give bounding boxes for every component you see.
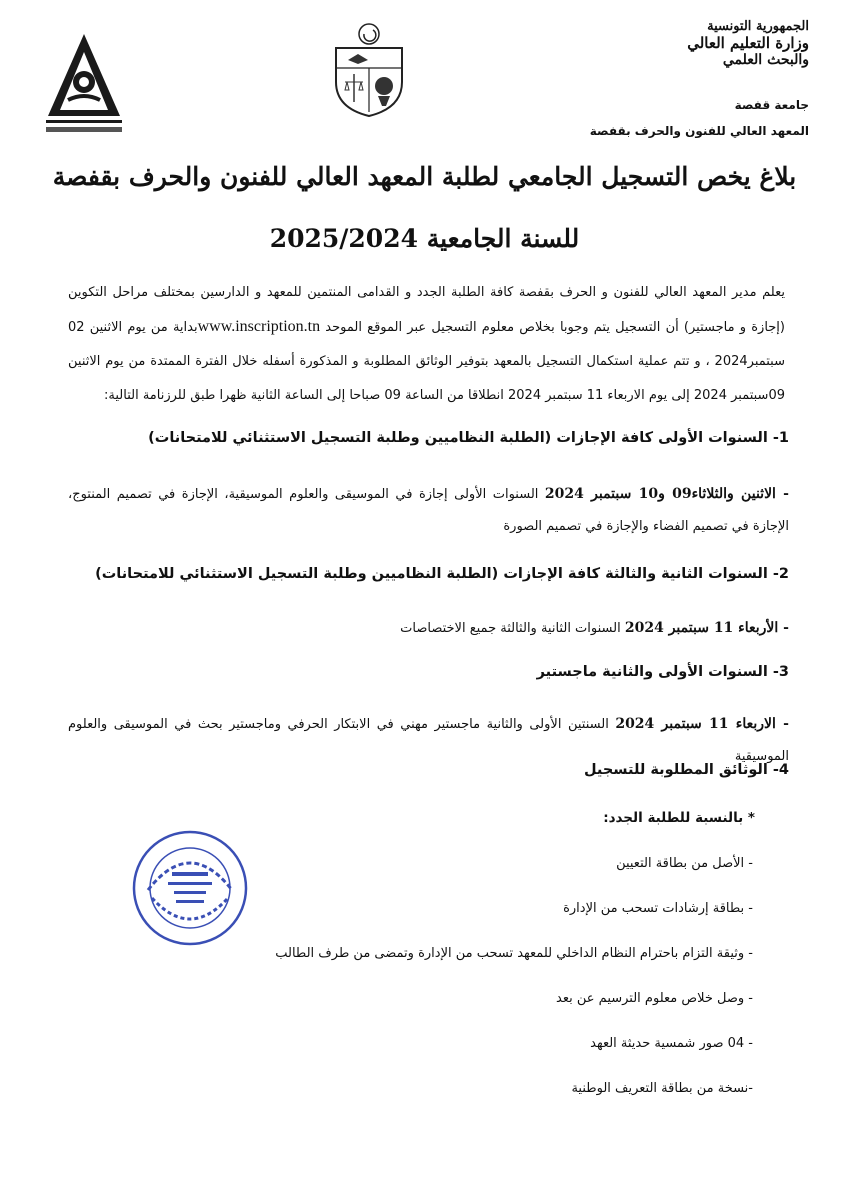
gov-line-republic: الجمهورية التونسية <box>707 19 809 34</box>
website-link[interactable]: www.inscription.tn <box>197 318 321 335</box>
section-1-item <box>68 478 789 543</box>
section-3-date: - الاربعاء 11 سبتمبر 2024 <box>615 716 789 732</box>
official-stamp <box>130 828 250 948</box>
government-header <box>569 20 809 68</box>
institute-name: المعهد العالي للفنون والحرف بقفصة <box>589 124 809 138</box>
section-1-text: السنوات الأولى إجازة في الموسيقى والعلوم الموسيقية، الإجازة في تصميم المنتوج، الإجازة في تصميم الفضاء والإجازة في تصميم الصورة <box>68 487 789 534</box>
gov-line-research: والبحث العلمي <box>722 52 809 69</box>
required-documents-list <box>233 854 753 1124</box>
list-item: -نسخة من بطاقة التعريف الوطنية <box>571 1081 753 1096</box>
section-3-text: السنتين الأولى والثانية ماجستير مهني في الابتكار الحرفي وماجستير بحث في الموسيقى والعلوم الموسيقية <box>68 717 789 764</box>
list-item: - وصل خلاص معلوم الترسيم عن بعد <box>556 991 753 1006</box>
section-4-title: 4- الوثائق المطلوبة للتسجيل <box>583 762 789 778</box>
intro-paragraph <box>68 276 785 413</box>
intro-part-1: يعلم مدير المعهد العالي للفنون و الحرف بقفصة كافة الطلبة الجدد و القدامى المنتمين للمعهد و الدارسين بمختلف مراحل التكوين (إجازة و ماجستير) أن التسجيل يتم وجوبا بخلاص معلوم التسجيل عبر الموقع الموحد <box>68 285 785 335</box>
new-students-heading: * بالنسبة للطلبة الجدد: <box>603 810 755 826</box>
document-title: بلاغ يخص التسجيل الجامعي لطلبة المعهد العالي للفنون والحرف بقفصة <box>52 162 797 191</box>
section-2-text: السنوات الثانية والثالثة جميع الاختصاصات <box>400 621 625 636</box>
list-item: - وثيقة التزام باحترام النظام الداخلي للمعهد تسحب من الإدارة وتمضى من طرف الطالب <box>275 946 753 961</box>
gov-line-ministry: وزارة التعليم العالي <box>687 33 809 52</box>
academic-year-title: للسنة الجامعية 2025/2024 <box>269 224 580 253</box>
institute-logo <box>38 30 130 138</box>
section-2-item <box>68 612 789 645</box>
section-2-title: 2- السنوات الثانية والثالثة كافة الإجازات (الطلبة النظاميين وطلبة التسجيل الاستثنائي للامتحانات) <box>95 566 789 582</box>
section-1-title: 1- السنوات الأولى كافة الإجازات (الطلبة النظاميين وطلبة التسجيل الاستثنائي للامتحانات) <box>148 430 789 446</box>
section-3-title: 3- السنوات الأولى والثانية ماجستير <box>536 664 789 680</box>
list-item: - 04 صور شمسية حديثة العهد <box>590 1036 753 1051</box>
national-emblem <box>328 22 410 118</box>
list-item: - بطاقة إرشادات تسحب من الإدارة <box>563 901 753 916</box>
section-2-date: - الأربعاء 11 سبتمبر 2024 <box>624 620 789 636</box>
intro-part-2: بداية من يوم الاثنين 02 سبتمبر2024 ، و تتم عملية استكمال التسجيل بالمعهد بتوفير الوثائق المطلوبة و المذكورة أسفله خلال الفترة الممتدة من يوم الاثنين 09سبتمبر 2024 إلى يوم الاربعاء 11 سبتمبر 2024 انطلاقا من الساعة 09 صباحا إلى الساعة الثانية ظهرا طبق للرزنامة التالية: <box>68 320 785 403</box>
list-item: - الأصل من بطاقة التعيين <box>616 856 753 871</box>
section-1-date: - الاثنين والثلاثاء09 و10 سبتمبر 2024 <box>544 486 789 502</box>
university-name: جامعة قفصة <box>734 98 809 112</box>
